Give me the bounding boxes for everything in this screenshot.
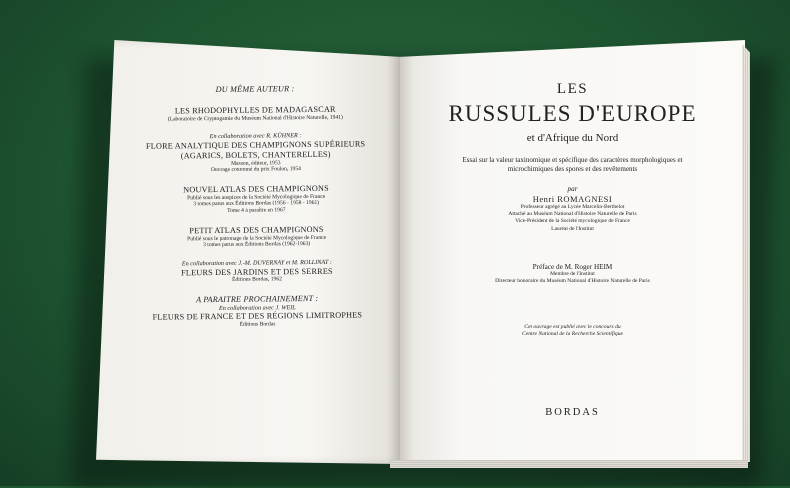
work-line: (Laboratoire de Cryptogamie du Muséum National d'Histoire Naturelle, 1941) xyxy=(167,114,343,123)
work-line: Masson, éditeur, 1953 xyxy=(231,159,281,167)
book-title: RUSSULES D'EUROPE xyxy=(448,101,697,126)
work-line: Publié sous le patronage de la Société Mycologique de France xyxy=(187,234,327,243)
work-title-continued: (AGARICS, BOLETS, CHANTERELLES) xyxy=(180,149,331,161)
work-title: PETIT ATLAS DES CHAMPIGNONS xyxy=(189,224,324,236)
publisher-name: BORDAS xyxy=(545,406,600,418)
author-affiliation: Lauréat de l'Institut xyxy=(551,225,594,232)
author-affiliation: Attaché au Muséum National d'Histoire Naturelle de Paris xyxy=(508,211,637,218)
book-subtitle: et d'Afrique du Nord xyxy=(526,131,619,144)
by-label: par xyxy=(567,185,578,194)
funding-notice: Centre National de la Recherche Scientifique xyxy=(521,331,624,338)
work-line: 3 tomes parus aux Éditions Bordas (1956 - 1958 - 1961) xyxy=(193,200,320,208)
forthcoming-heading: A PARAITRE PROCHAINEMENT : xyxy=(196,294,319,305)
preface-affiliation: Membre de l'Institut xyxy=(550,271,595,278)
forthcoming-intro: En collaboration avec J. WEIL xyxy=(218,304,296,312)
preface-affiliation: Directeur honoraire du Muséum National d'Histoire Naturelle de Paris xyxy=(495,278,650,285)
work-intro: En collaboration avec R. KÜHNER : xyxy=(209,132,302,141)
work-line: Publié sous les auspices de la Société Mycologique de France xyxy=(187,193,326,202)
forthcoming-title: FLEURS DE FRANCE ET DES RÉGIONS LIMITROPHES xyxy=(152,310,363,323)
title-page-content xyxy=(400,72,745,419)
page-edges-bottom xyxy=(390,460,748,468)
work-line: Ouvrage couronné du prix Foulon, 1954 xyxy=(210,166,301,174)
funding-notice: Cet ouvrage est publié avec le concours du xyxy=(524,323,621,330)
work-title: FLEURS DES JARDINS ET DES SERRES xyxy=(181,266,333,277)
author-affiliation: Professeur agrégé au Lycée Marcelin-Berthelot xyxy=(520,204,625,211)
work-line: Tome 4 à paraître en 1967 xyxy=(227,207,286,215)
forthcoming-publisher: Éditions Bordas xyxy=(239,321,276,328)
author-name: Henri ROMAGNESI xyxy=(532,193,613,204)
work-intro: En collaboration avec J.-M. DUVERNAY et M. ROLLINAT : xyxy=(181,258,332,268)
preface-line: Préface de M. Roger HEIM xyxy=(532,262,613,271)
title-les: LES xyxy=(556,81,589,97)
work-line: 3 tomes parus aux Éditions Bordas (1962-1963) xyxy=(203,241,311,249)
author-affiliation: Vice-Président de la Société mycologique de France xyxy=(515,218,630,225)
left-page-content xyxy=(120,83,393,341)
work-title: NOUVEL ATLAS DES CHAMPIGNONS xyxy=(183,183,329,195)
essay-description: Essai sur la valeur taxinomique et spécifique des caractères morphologiques et microchimiques des spores et des revêtements xyxy=(462,155,683,173)
work-line: Éditions Bordas, 1962 xyxy=(232,276,283,284)
left-heading: DU MÊME AUTEUR : xyxy=(215,84,295,94)
work-title: FLORE ANALYTIQUE DES CHAMPIGNONS SUPÉRIEURS xyxy=(145,139,366,151)
work-title: LES RHODOPHYLLES DE MADAGASCAR xyxy=(174,104,336,116)
